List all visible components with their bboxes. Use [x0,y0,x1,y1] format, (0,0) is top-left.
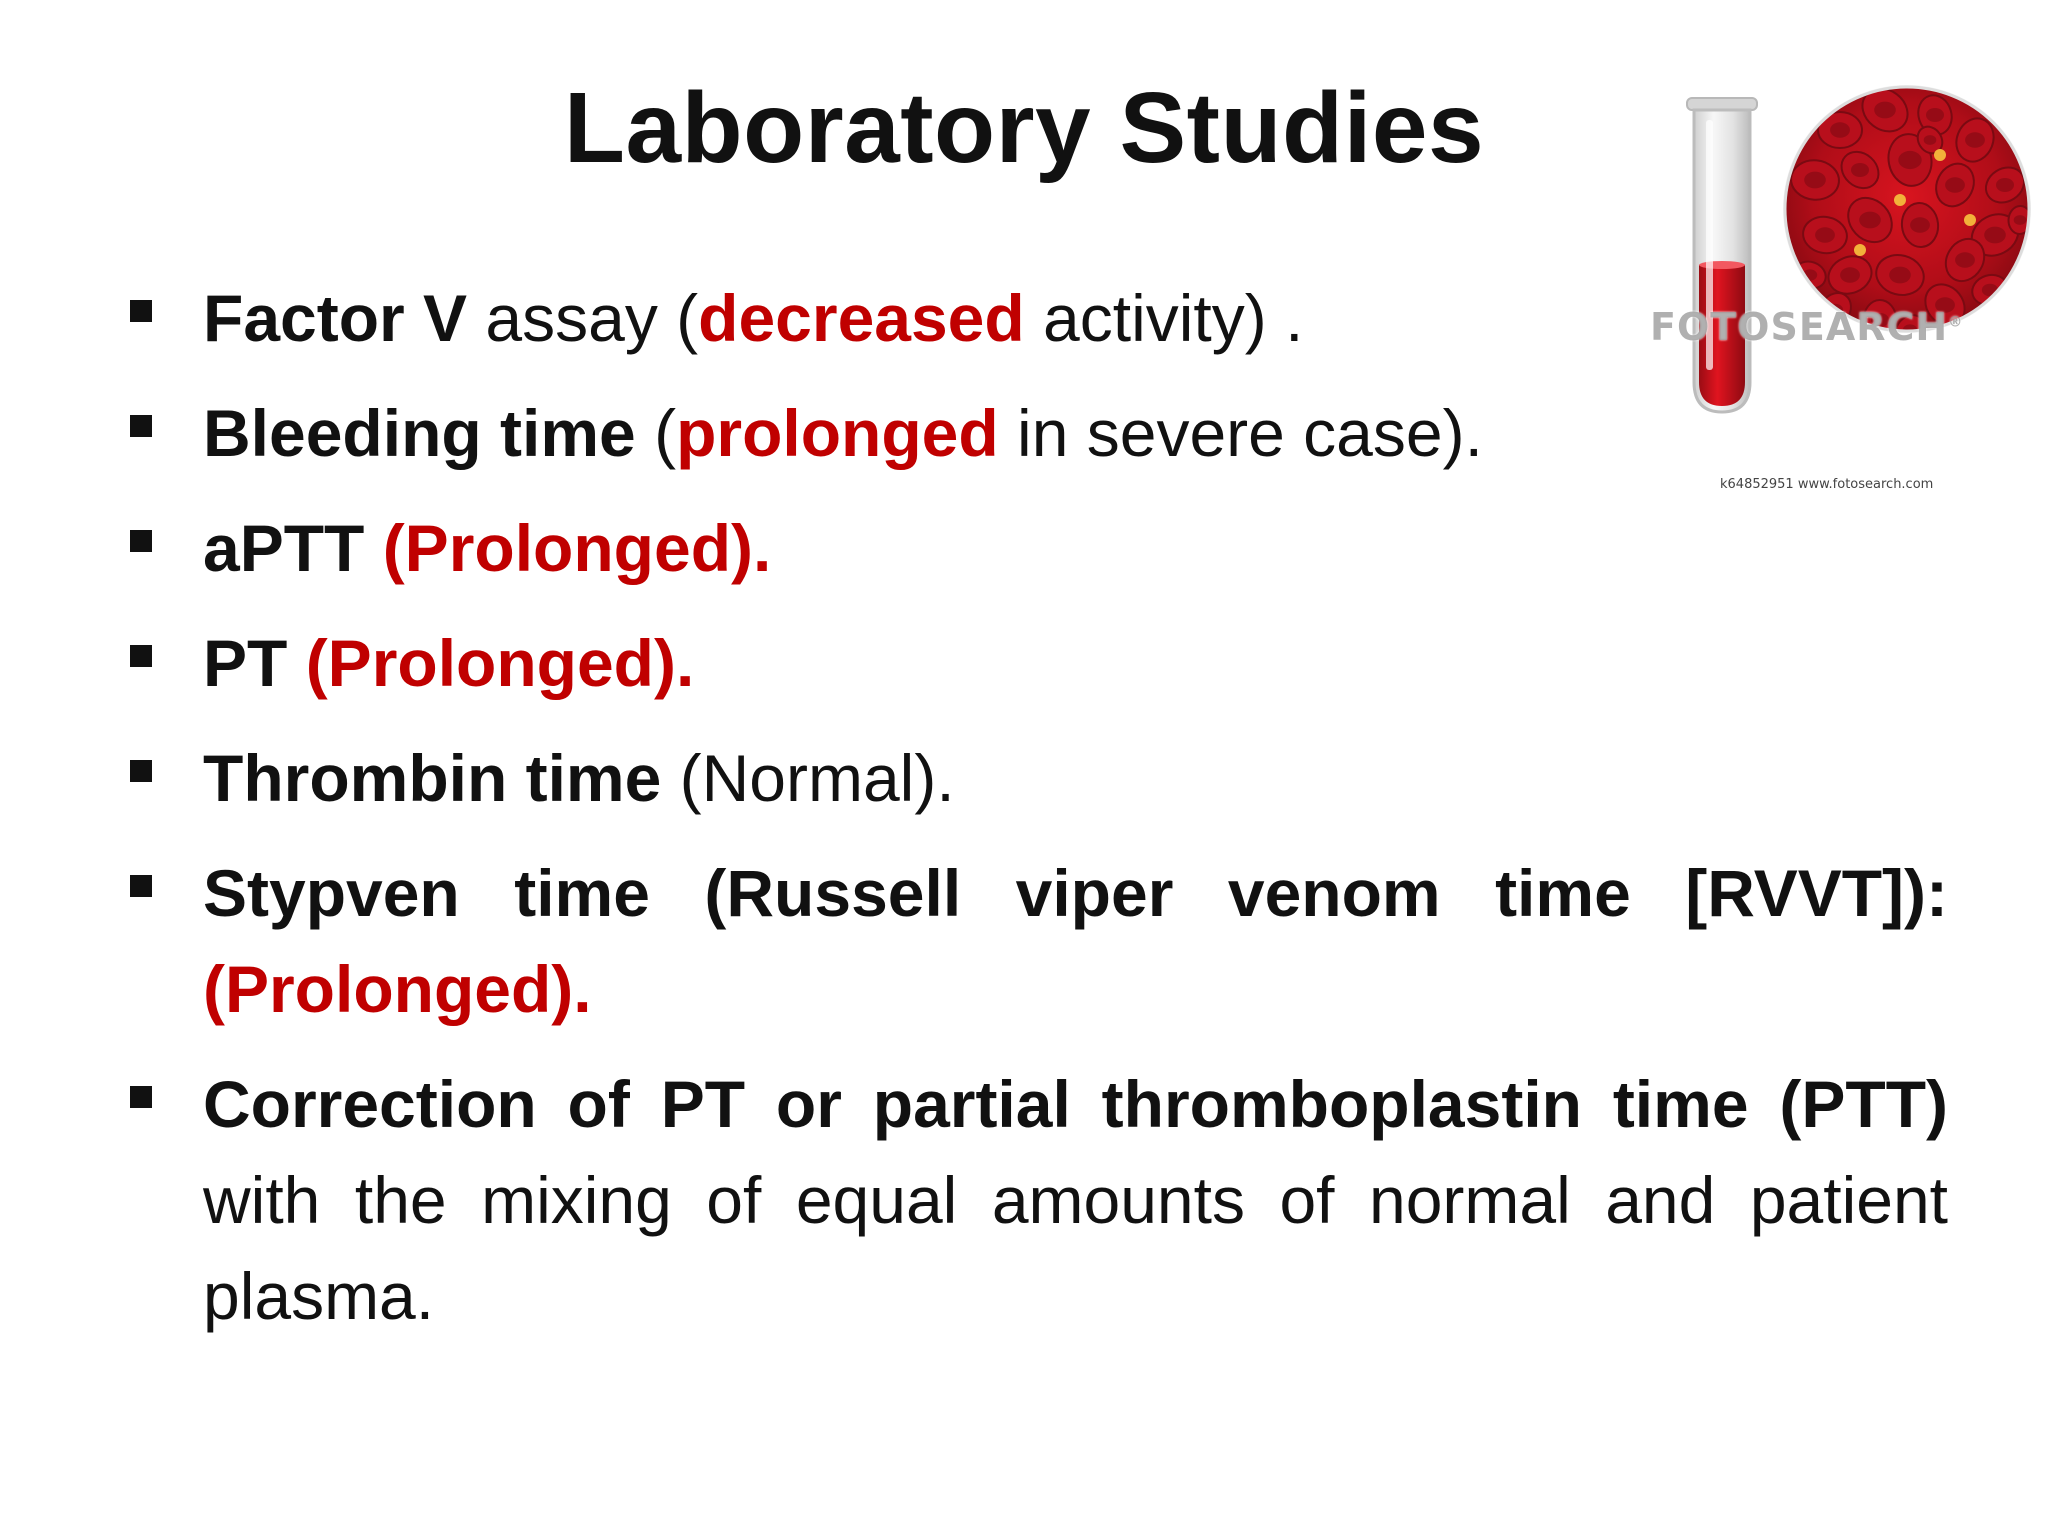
red-blood-cell-center [1996,178,2014,192]
watermark-credit: k64852951 www.fotosearch.com [1720,477,1934,492]
bullet-text [203,856,1948,1026]
bold-text: Factor V [203,281,468,355]
plain-text: activity) . [1024,281,1304,355]
red-blood-cell-center [1984,227,2006,244]
red-blood-cell-center [1955,252,1975,267]
red-blood-cell-center [1926,108,1944,122]
bold-text: Thrombin time [203,741,662,815]
highlight-text: (Prolonged). [203,952,592,1026]
red-blood-cell-center [2014,215,2027,225]
bullet-stypven-time [128,845,1948,1037]
plain-text: with the mixing of equal amounts of normal and patient plasma. [203,1163,1948,1333]
red-blood-cell-center [1804,172,1826,189]
test-tube [1687,98,1757,412]
square-bullet-icon [130,530,152,552]
platelet [1964,214,1976,226]
highlight-text: prolonged [676,396,999,470]
red-blood-cell-center [1840,267,1860,282]
watermark-brand: FOTOSEARCH® [1650,305,1964,349]
bullet-text [203,741,955,815]
blood-sample-photo [1610,20,2048,490]
highlight-text: (Prolonged). [382,511,772,585]
bold-text: Correction of PT or partial thromboplastin time (PTT) [203,1067,1948,1141]
red-blood-cell-center [1965,132,1985,147]
red-blood-cell-center [1874,102,1896,119]
red-blood-cell-center [1851,163,1869,177]
plain-text: assay ( [467,281,699,355]
platelet [1934,149,1946,161]
bullet-text [203,626,694,700]
bold-text: aPTT [203,511,383,585]
bold-text: PT [203,626,306,700]
red-blood-cell-center [1815,227,1835,242]
plain-text: (Normal). [661,741,955,815]
red-blood-cell-center [1945,177,1965,192]
plain-text: ( [635,396,677,470]
bullet-correction [128,1056,1948,1344]
square-bullet-icon [130,875,152,897]
red-blood-cell-center [1924,135,1937,145]
bullet-text [203,511,771,585]
bullet-aptt [128,500,1948,596]
square-bullet-icon [130,645,152,667]
square-bullet-icon [130,300,152,322]
square-bullet-icon [130,760,152,782]
bullet-thrombin-time [128,730,1948,826]
highlight-text: (Prolonged). [305,626,695,700]
bullet-text [203,396,1483,470]
bullet-pt [128,615,1948,711]
bullet-text [203,1067,1948,1333]
platelet [1854,244,1866,256]
plain-text: in severe case). [998,396,1483,470]
highlight-text: decreased [698,281,1025,355]
bold-text: Stypven time (Russell viper venom time [RVVT]): [203,856,1948,930]
platelet [1894,194,1906,206]
red-blood-cell-center [1910,217,1930,232]
red-blood-cell-center [1898,151,1921,169]
blood-tube-and-cells-illustration [1610,20,2048,490]
square-bullet-icon [130,415,152,437]
square-bullet-icon [130,1086,152,1108]
red-blood-cell-center [1830,122,1850,137]
bold-text: Bleeding time [203,396,636,470]
bullet-text [203,281,1303,355]
red-blood-cell-center [1889,267,1911,284]
red-blood-cell-center [1859,212,1881,229]
slide-title: Laboratory Studies [563,72,1485,184]
